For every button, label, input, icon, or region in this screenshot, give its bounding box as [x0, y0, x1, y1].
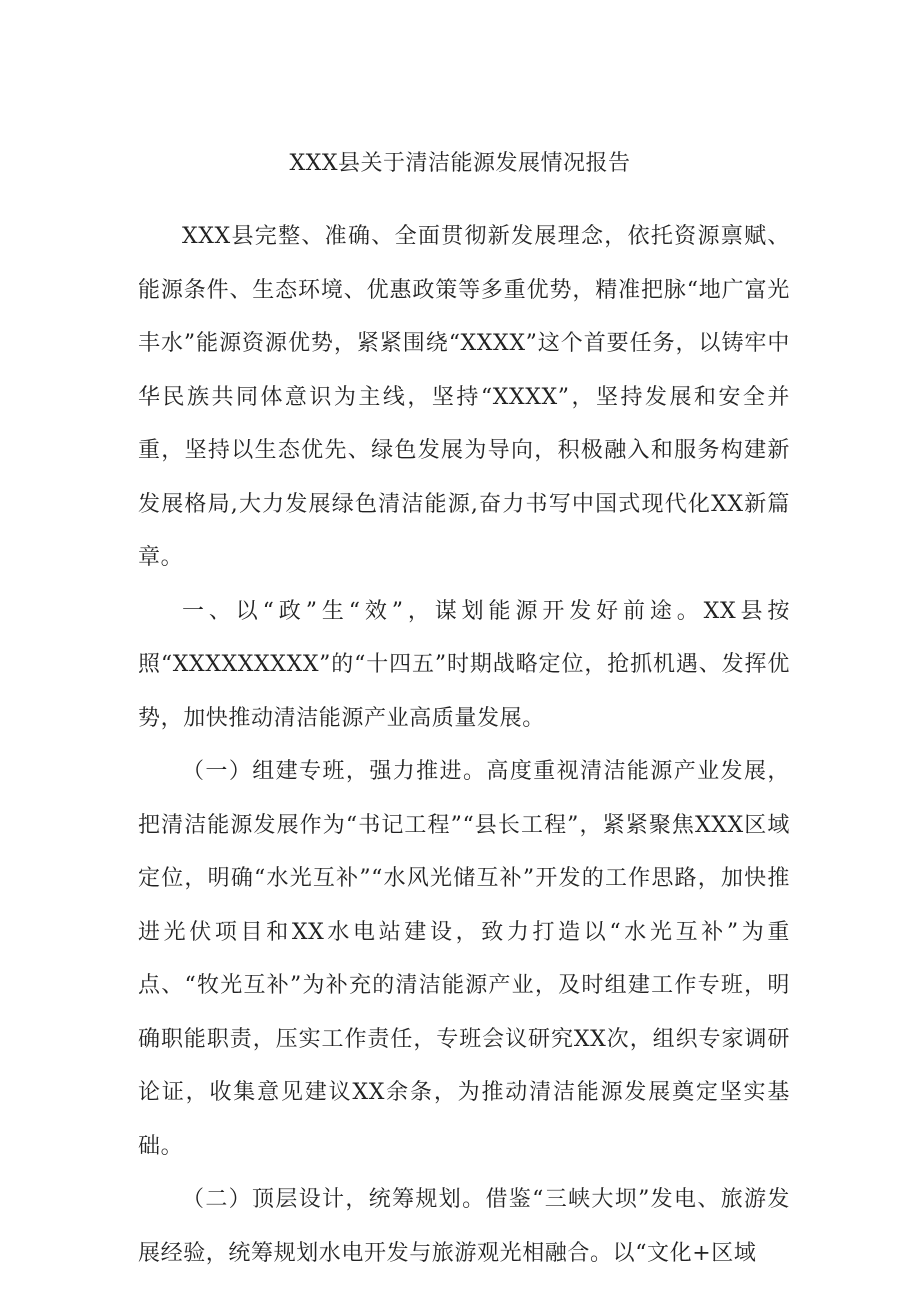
paragraph-section-one: 一、以“政”生“效”，谋划能源开发好前途。XX县按照“XXXXXXXXX”的“十四五”时期战略定位，抢抓机遇、发挥优势，加快推动清洁能源产业高质量发展。 [138, 598, 790, 731]
paragraph-subsection-two: （二）顶层设计，统筹规划。借鉴“三峡大坝”发电、旅游发展经验，统筹规划水电开发与旅游观光相融合。以“文化+区域 [138, 1187, 790, 1266]
paragraph-intro: XXX县完整、准确、全面贯彻新发展理念，依托资源禀赋、能源条件、生态环境、优惠政策等多重优势，精准把脉“地广富光丰水”能源资源优势，紧紧围绕“XXXX”这个首要任务，以铸牢中华民族共同体意识为主线，坚持“XXXX”，坚持发展和安全并重，坚持以生态优先、绿色发展为导向，积极融入和服务构建新发展格局,大力发展绿色清洁能源,奋力书写中国式现代化XX新篇章。 [138, 224, 790, 570]
document-title: XXX县关于清洁能源发展情况报告 [289, 151, 631, 176]
document-body [138, 210, 790, 1280]
paragraph-subsection-one: （一）组建专班，强力推进。高度重视清洁能源产业发展，把清洁能源发展作为“书记工程”“县长工程”，紧紧聚焦XXX区域定位，明确“水光互补”“水风光储互补”开发的工作思路，加快推进光伏项目和XX水电站建设，致力打造以“水光互补”为重点、“牧光互补”为补充的清洁能源产业，及时组建工作专班，明确职能职责，压实工作责任，专班会议研究XX次，组织专家调研论证，收集意见建议XX余条，为推动清洁能源发展奠定坚实基础。 [138, 759, 790, 1159]
